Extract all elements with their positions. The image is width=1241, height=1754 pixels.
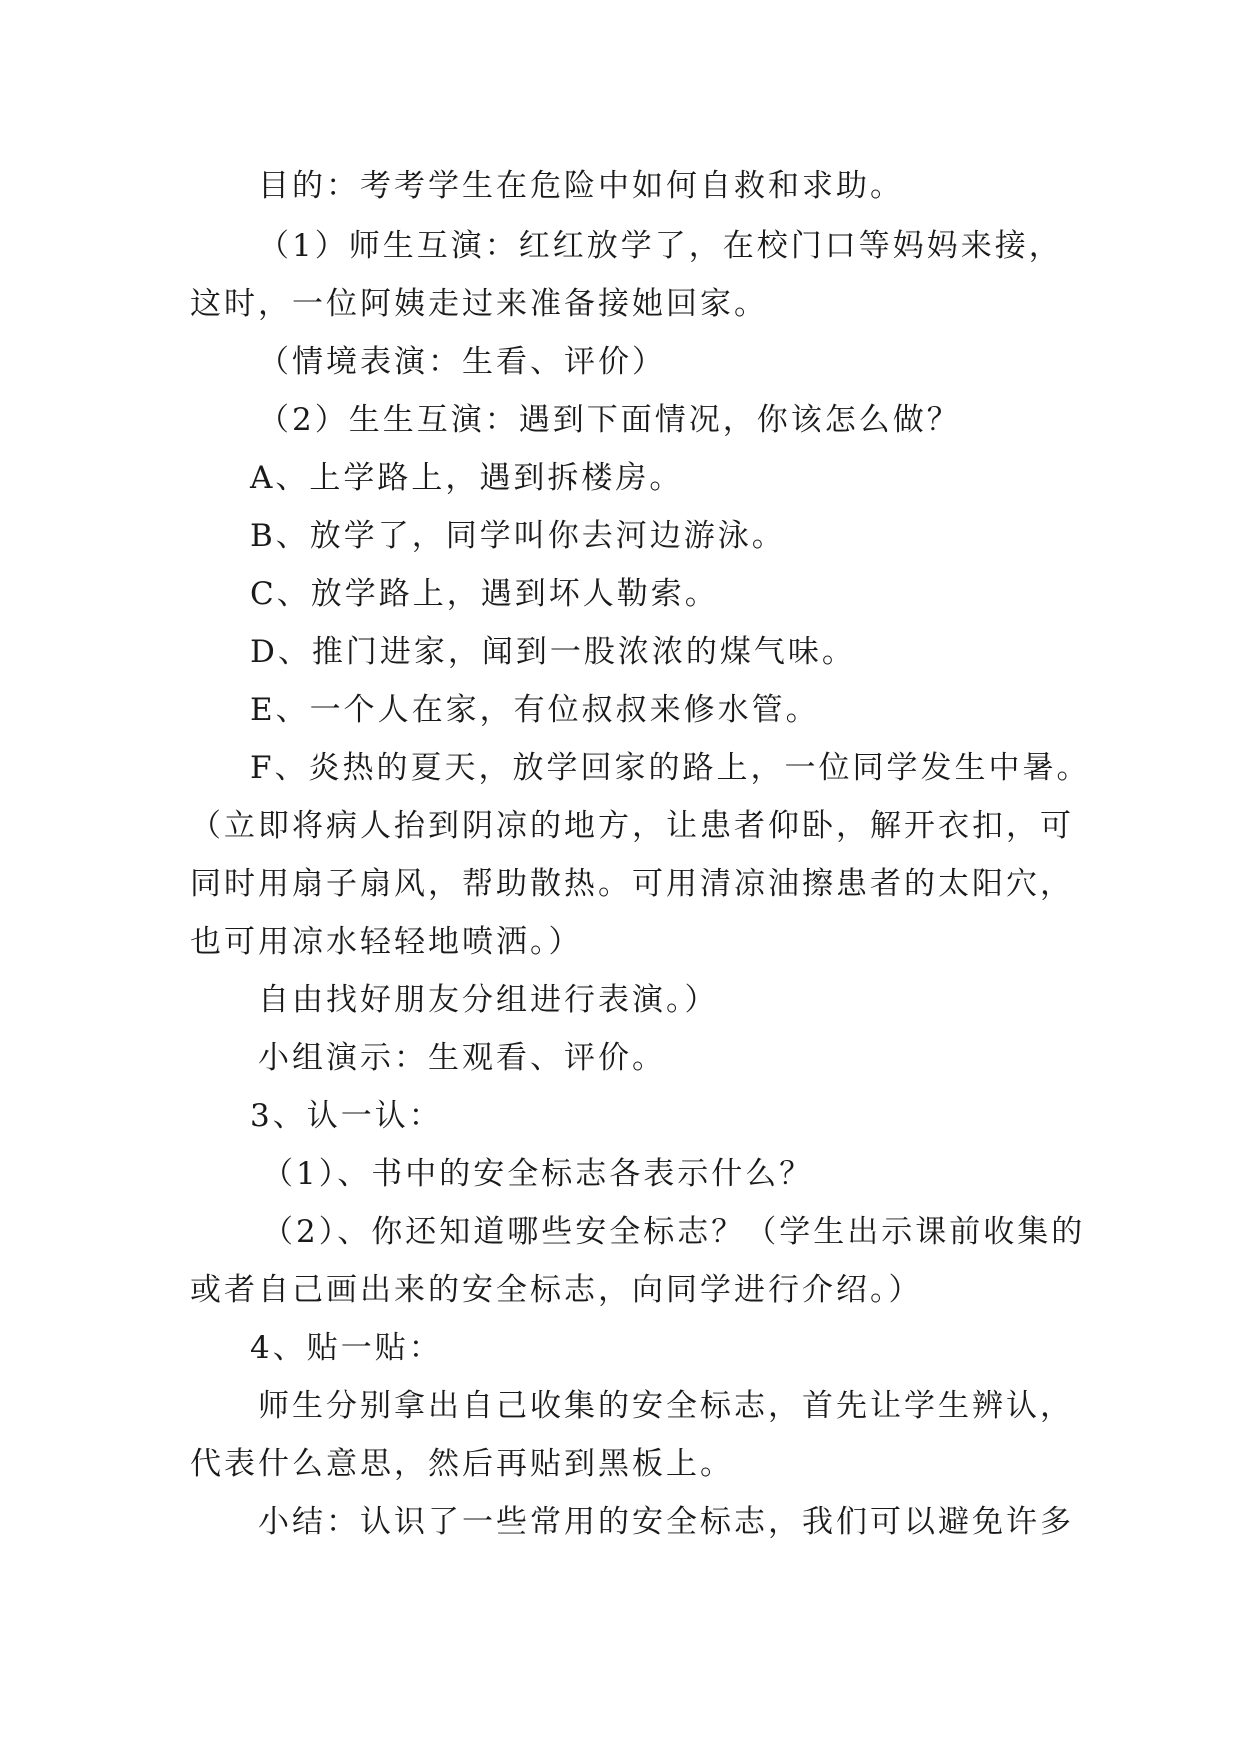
text-line: 也可用凉水轻轻地喷洒。）: [190, 924, 583, 960]
text-line: 小组演示：生观看、评价。: [258, 1040, 666, 1076]
text-line: F、炎热的夏天，放学回家的路上，一位同学发生中暑。: [250, 750, 1091, 786]
text-line: B、放学了，同学叫你去河边游泳。: [250, 518, 786, 554]
text-line: （情境表演：生看、评价）: [258, 344, 666, 380]
text-line: （1）师生互演：红红放学了，在校门口等妈妈来接，: [258, 228, 1063, 264]
text-line: E、一个人在家，有位叔叔来修水管。: [250, 692, 820, 728]
text-line: A、上学路上，遇到拆楼房。: [250, 460, 684, 496]
text-line: 代表什么意思，然后再贴到黑板上。: [190, 1446, 734, 1482]
text-line: D、推门进家，闻到一股浓浓的煤气味。: [250, 634, 856, 670]
text-line: （1）、书中的安全标志各表示什么？: [262, 1156, 814, 1192]
text-line: 3、认一认：: [250, 1098, 443, 1134]
text-line: 这时，一位阿姨走过来准备接她回家。: [190, 286, 768, 322]
text-line: 师生分别拿出自己收集的安全标志，首先让学生辨认，: [258, 1388, 1074, 1424]
text-line: （立即将病人抬到阴凉的地方，让患者仰卧，解开衣扣，可: [190, 808, 1074, 844]
text-line: 目的：考考学生在危险中如何自救和求助。: [258, 168, 904, 204]
text-line: 4、贴一贴：: [250, 1330, 443, 1366]
text-line: C、放学路上，遇到坏人勒索。: [250, 576, 719, 612]
text-line: 或者自己画出来的安全标志，向同学进行介绍。）: [190, 1272, 923, 1308]
text-line: （2）生生互演：遇到下面情况，你该怎么做？: [258, 402, 961, 438]
text-line: （2）、你还知道哪些安全标志？（学生出示课前收集的: [262, 1214, 1086, 1250]
text-line: 小结：认识了一些常用的安全标志，我们可以避免许多: [258, 1504, 1074, 1540]
text-line: 同时用扇子扇风，帮助散热。可用清凉油擦患者的太阳穴，: [190, 866, 1074, 902]
text-line: 自由找好朋友分组进行表演。）: [258, 982, 719, 1018]
